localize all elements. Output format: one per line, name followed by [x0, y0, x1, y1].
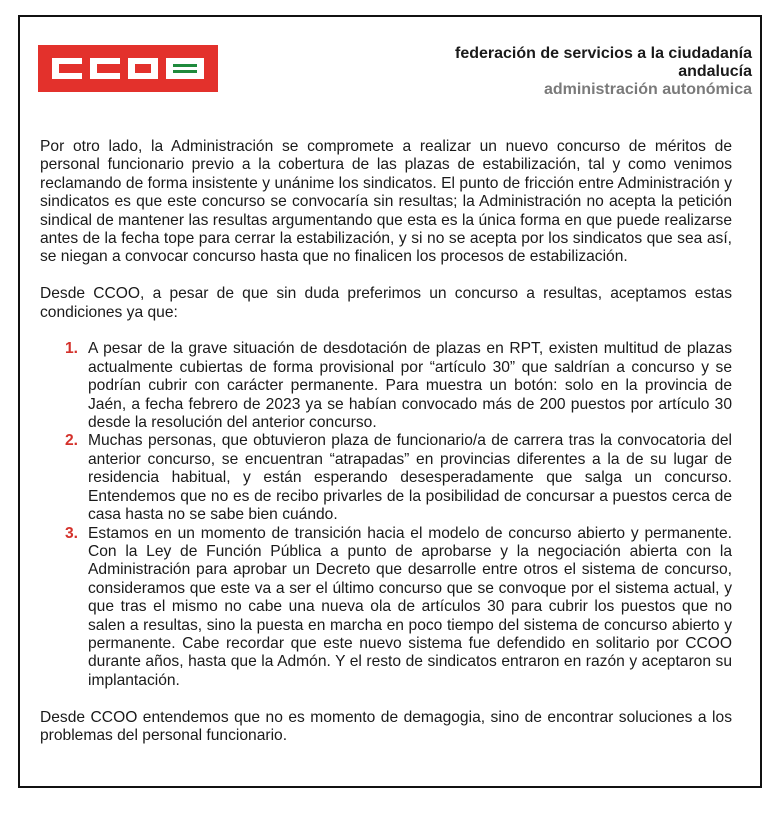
- list-number: 2.: [65, 432, 79, 450]
- header-line-2: andalucía: [678, 63, 752, 80]
- reasons-list: [40, 340, 732, 690]
- list-item-text: Estamos en un momento de transición hacia el modelo de concurso abierto y permanente. Con la Ley de Función Pública a punto de aprobarse y la negociación abierta con la Administración para aprobar un Decreto que desarrolle entre otros el sistema de concurso, consideramos que este va a ser el último concurso que se convoque por el sistema actual, y que tras el mismo no cabe una nueva ola de artículos 30 para cubrir los puestos que no salen a resultas, sino la puesta en marcha en poco tiempo del sistema de concurso abierto y permanente. Cabe recordar que este nuevo sistema fue defendido en solitario por CCOO durante años, hasta que la Admón. Y el resto de sindicatos entraron en razón y aceptaron su implantación.: [88, 524, 732, 689]
- paragraph-closing: Desde CCOO entendemos que no es momento de demagogia, sino de encontrar soluciones a los problemas del personal funcionario.: [40, 708, 732, 744]
- document-body: [40, 138, 732, 764]
- list-item: [40, 432, 732, 524]
- header-line-3: administración autonómica: [543, 81, 752, 98]
- header-titles: [455, 45, 752, 99]
- paragraph-conditions: Desde CCOO, a pesar de que sin duda preferimos un concurso a resultas, aceptamos estas condiciones ya que:: [40, 285, 732, 321]
- list-item-text: Muchas personas, que obtuvieron plaza de funcionario/a de carrera tras la convocatoria del anterior concurso, se encuentran “atrapadas” en provincias diferentes a la de su lugar de residencia habitual, y están esperando desesperadamente que salga un concurso. Entendemos que no es de recibo privarles de la posibilidad de concursar a puestos cerca de casa hasta no se sabe bien cuándo.: [88, 432, 732, 524]
- header-line-1: federación de servicios a la ciudadanía: [454, 45, 752, 62]
- list-number: 1.: [65, 340, 79, 358]
- list-item-text: A pesar de la grave situación de desdotación de plazas en RPT, existen multitud de plazas actualmente cubiertas de forma provisional por “artículo 30” que saldrían a concurso y se podrían cubrir con carácter permanente. Para muestra un botón: solo en la provincia de Jaén, a fecha febrero de 2023 ya se habían convocado más de 200 puestos por artículo 30 desde la resolución del anterior concurso.: [88, 340, 732, 432]
- list-item: [40, 525, 732, 691]
- list-number: 3.: [65, 524, 79, 542]
- list-item: [40, 340, 732, 432]
- ccoo-logo: [38, 45, 218, 92]
- paragraph-intro: Por otro lado, la Administración se compromete a realizar un nuevo concurso de méritos de personal funcionario previo a la cobertura de las plazas de estabilización, tal y como venimos reclamando de forma insistente y unánime los sindicatos. El punto de fricción entre Administración y sindicatos es que este concurso se convocaría sin resultas; la Administración no acepta la petición sindical de mantener las resultas argumentando que esta es la única forma en que puede realizarse antes de la fecha tope para cerrar la estabilización, y si no se acepta por los sindicatos que sea así, se niegan a convocar concurso hasta que no finalicen los procesos de estabilización.: [40, 138, 732, 266]
